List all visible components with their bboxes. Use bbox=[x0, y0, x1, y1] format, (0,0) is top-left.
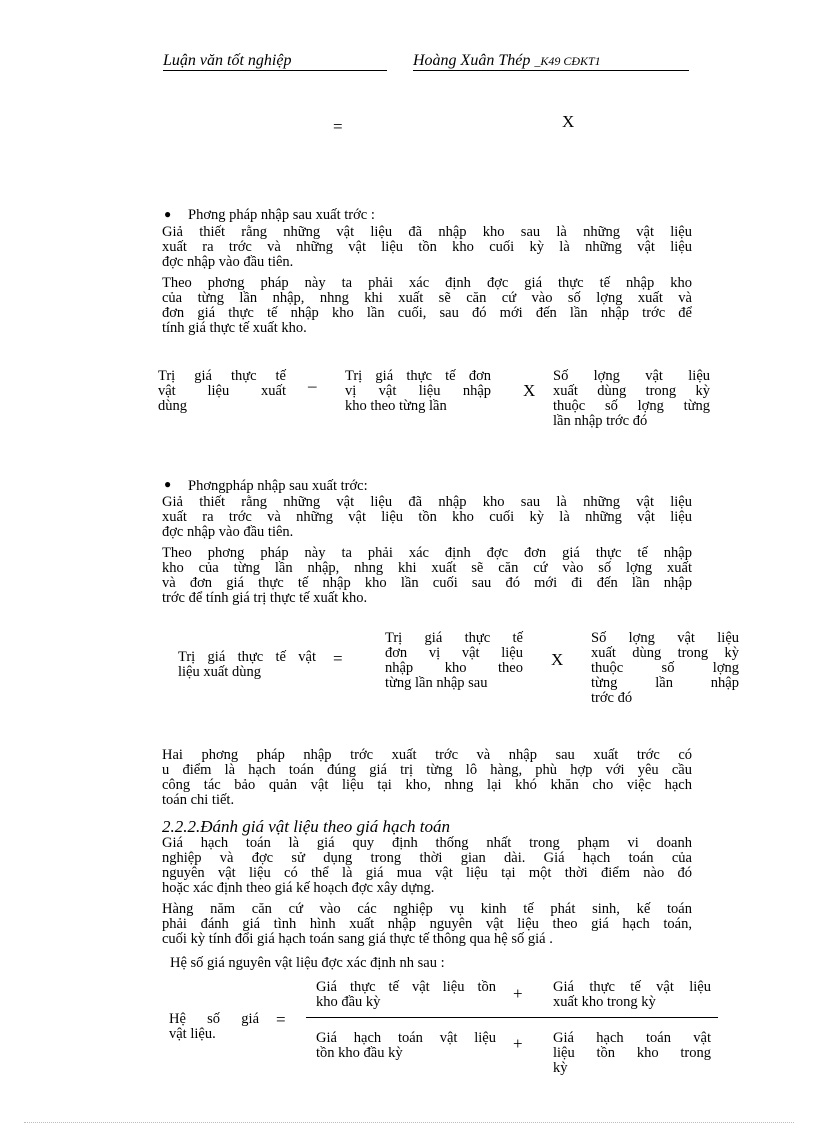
text-line: Giả thiết rằng những vật liệu đã nhập kho sau là những vật liệu bbox=[162, 224, 692, 240]
equals-sign: = bbox=[276, 1010, 286, 1029]
text-line: đợc nhập vào đầu tiên. bbox=[162, 524, 294, 540]
equals-sign: = bbox=[333, 117, 343, 136]
text-line: của từng lần nhập, nhng khi xuất sẽ căn cứ vào số lợng xuất và bbox=[162, 290, 692, 306]
text-line: hoặc xác định theo giá kế hoạch đợc xây dựng. bbox=[162, 880, 435, 896]
header-left bbox=[163, 52, 387, 71]
text-line: đợc nhập vào đầu tiên. bbox=[162, 254, 294, 270]
formula2-middle bbox=[385, 631, 523, 691]
formula3-denominator-a bbox=[316, 1031, 496, 1061]
section-heading: 2.2.2.Đánh giá vật liệu theo giá hạch toán bbox=[162, 817, 451, 836]
formula3-numerator-b bbox=[553, 980, 711, 1010]
header-right bbox=[413, 52, 689, 71]
text-line: nguyên vật liệu có thể là giá mua vật liệu tại một thời điểm nào đó bbox=[162, 865, 692, 881]
text-line: đơn giá thực tế nhập kho lần cuối, sau đó mới đến lần nhập trớc để bbox=[162, 305, 692, 321]
section1-title: Phơng pháp nhập sau xuất trớc : bbox=[188, 207, 375, 223]
text-line: Hệ số giá bbox=[169, 1011, 259, 1027]
text-line: Giá hạch toán vật liệu bbox=[316, 1030, 496, 1046]
text-line: công tác bảo quản vật liệu tại kho, nhng lại khó khăn cho việc hạch bbox=[162, 777, 692, 793]
text-line: Theo phơng pháp này ta phải xác định đợc giá thực tế nhập kho bbox=[162, 275, 692, 291]
plus-sign: + bbox=[513, 984, 523, 1003]
text-line: vật liệu xuất bbox=[158, 383, 286, 399]
text-line: Trị giá thực tế vật bbox=[178, 649, 316, 665]
text-line: Trị giá thực tế bbox=[385, 630, 523, 646]
text-line: xuất kho trong kỳ bbox=[553, 994, 656, 1010]
text-line: Hàng năm căn cứ vào các nghiệp vụ kinh tế phát sinh, kế toán bbox=[162, 901, 692, 917]
formula1-left bbox=[158, 369, 286, 414]
times-sign: X bbox=[562, 112, 575, 131]
text-line: lần nhập trớc đó bbox=[553, 413, 648, 429]
text-line: Số lợng vật liệu bbox=[591, 630, 739, 646]
text-line: phải đánh giá tình hình xuất nhập nguyên vật liệu theo giá hạch toán, bbox=[162, 916, 692, 932]
text-line: Giá hạch toán là giá quy định thống nhất trong phạm vi doanh bbox=[162, 835, 692, 851]
text-line: xuất dùng trong kỳ bbox=[553, 383, 710, 399]
text-line: Trị giá thực tế đơn bbox=[345, 368, 491, 384]
text-line: Giá thực tế vật liệu bbox=[553, 979, 711, 995]
text-line: u điểm là hạch toán đúng giá trị từng lô hàng, phù hợp với yêu cầu bbox=[162, 762, 692, 778]
plus-sign: + bbox=[513, 1034, 523, 1053]
times-sign: X bbox=[523, 381, 536, 400]
text-line: đơn vị vật liệu bbox=[385, 645, 523, 661]
text-line: Giá thực tế vật liệu tồn bbox=[316, 979, 496, 995]
text-line: từng lần nhập sau bbox=[385, 675, 488, 691]
section3-para bbox=[162, 748, 692, 808]
text-line: kho theo từng lần bbox=[345, 398, 447, 414]
text-line: Số lợng vật liệu bbox=[553, 368, 710, 384]
text-line: trớc đó bbox=[591, 690, 633, 706]
formula1-middle bbox=[345, 369, 491, 414]
text-line: nghiệp và đợc sử dụng trong thời gian dài. Giá hạch toán của bbox=[162, 850, 692, 866]
text-line: xuất dùng trong kỳ bbox=[591, 645, 739, 661]
text-line: từng lần nhập bbox=[591, 675, 739, 691]
text-line: xuất ra trớc và những vật liệu tồn kho cuối kỳ là những vật liệu bbox=[162, 509, 692, 525]
section1-para1 bbox=[162, 225, 692, 270]
text-line: liệu xuất dùng bbox=[178, 664, 261, 680]
section2-title: Phơngpháp nhập sau xuất trớc: bbox=[188, 478, 368, 494]
section3-para2 bbox=[162, 836, 692, 896]
text-line: trớc để tính giá trị thực tế xuất kho. bbox=[162, 590, 368, 606]
equals-sign: = bbox=[333, 649, 343, 668]
text-line: kỳ bbox=[553, 1060, 568, 1075]
text-line: dùng bbox=[158, 398, 187, 414]
text-line: Giá hạch toán vật bbox=[553, 1031, 711, 1046]
text-line: vị vật liệu nhập bbox=[345, 383, 491, 399]
bullet-icon: ● bbox=[164, 207, 172, 221]
formula2-left bbox=[178, 650, 316, 680]
text-line: Trị giá thực tế bbox=[158, 368, 286, 384]
section1-para2 bbox=[162, 276, 692, 336]
minus-sign: – bbox=[308, 376, 317, 395]
section2-para1 bbox=[162, 495, 692, 540]
fraction-line bbox=[306, 1017, 718, 1018]
text-line: và đơn giá thực tế nhập kho lần cuối sau đó mới đi đến lần nhập bbox=[162, 575, 692, 591]
text-line: kho của từng lần nhập, nhng khi xuất sẽ căn cứ vào số lợng xuất bbox=[162, 560, 692, 576]
bullet-icon: ● bbox=[164, 477, 172, 491]
text-line: vật liệu. bbox=[169, 1026, 216, 1042]
times-sign: X bbox=[551, 650, 564, 669]
text-line: nhập kho theo bbox=[385, 660, 523, 676]
text-line: toán chi tiết. bbox=[162, 792, 235, 808]
text-line: cuối kỳ tính đổi giá hạch toán sang giá thực tế thông qua hệ số giá . bbox=[162, 931, 553, 947]
text-line: Hai phơng pháp nhập trớc xuất trớc và nhập sau xuất trớc có bbox=[162, 747, 692, 763]
formula2-right bbox=[591, 631, 739, 706]
text-line: xuất ra trớc và những vật liệu tồn kho cuối kỳ là những vật liệu bbox=[162, 239, 692, 255]
text-line: kho đầu kỳ bbox=[316, 994, 381, 1010]
section2-para2 bbox=[162, 546, 692, 606]
text-line: thuộc số lợng từng bbox=[553, 398, 710, 414]
text-line: Theo phơng pháp này ta phải xác định đợc đơn giá thực tế nhập bbox=[162, 545, 692, 561]
header-thesis-title: Luận văn tốt nghiệp bbox=[163, 52, 292, 69]
text-line: tồn kho đầu kỳ bbox=[316, 1045, 403, 1061]
section3-para3 bbox=[162, 902, 692, 947]
formula3-numerator-a bbox=[316, 980, 496, 1010]
formula3-denominator-b bbox=[553, 1031, 711, 1075]
text-line: thuộc số lợng bbox=[591, 660, 739, 676]
section3-para4: Hệ số giá nguyên vật liệu đợc xác định nh sau : bbox=[170, 955, 445, 971]
text-line: Giả thiết rằng những vật liệu đã nhập kho sau là những vật liệu bbox=[162, 494, 692, 510]
text-line: liệu tồn kho trong bbox=[553, 1045, 711, 1061]
formula3-left bbox=[169, 1012, 259, 1042]
header-class: _K49 CĐKT1 bbox=[534, 54, 601, 68]
header-author: Hoàng Xuân Thép bbox=[413, 52, 531, 69]
text-line: tính giá thực tế xuất kho. bbox=[162, 320, 307, 336]
formula1-right bbox=[553, 369, 710, 429]
